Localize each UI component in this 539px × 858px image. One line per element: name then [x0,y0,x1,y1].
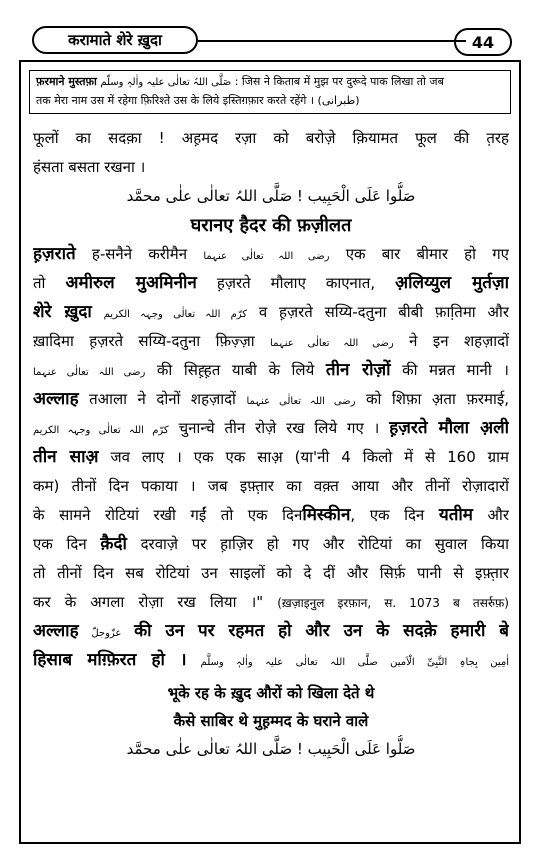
paragraph-line [33,240,509,269]
text-span: कर के अगला रोज़ा रख लिया ।" [33,593,264,611]
bold-term: मिस्कीन [302,505,351,525]
text-span: व ह़ज़रते सय्यि-दतुना बीबी फ़ाति़मा और [258,303,509,321]
arabic-honorific: کرّم اللہ تعالٰی وجہہ الکریم [33,425,169,436]
text-span: , एक दिन [350,506,425,524]
page-frame [19,60,521,844]
paragraph-line [33,501,509,530]
paragraph-line [33,414,509,443]
text-span: की सिह़्ह़त याबी के लिये [156,361,315,379]
page-header [20,8,520,60]
arabic-honorific: رضی اللہ تعالٰی عنہما [33,367,146,378]
bold-term: अमीरुल मुअमिनीन [65,273,197,293]
durood-line: صَلُّوا عَلَی الْحَبِیب ! صَلَّی اللہُ تعالٰی علٰی محمَّد [126,187,416,205]
paragraph-line [33,356,509,385]
text-span: की मन्नत मानी । [402,361,509,379]
bold-term: शेरे ख़ुदा [33,302,92,322]
text-span: ह़ज़रते मौलाए काएनात, [216,274,376,292]
text-span: के सामने रोटियां रखी गईं तो एक दिन [33,506,303,524]
paragraph-line: तो तीनों दिन सब रोटियां उन साइलों को दे दीं और सिर्फ़ पानी से इफ़्त़ार [33,564,509,582]
text-span: चुनान्चे तीन रोज़े रख लिये गए । [178,419,380,437]
notice-line-2: तक मेरा नाम उस में रहेगा फ़िरिश्ते उस के लिये इस्तिग़फ़ार करते रहेंगे । (طبرانی) [36,94,360,107]
bold-term: यतीम [438,505,473,525]
main-content [33,124,509,764]
paragraph-line [33,617,509,646]
section-heading: घरानए हैदर की फ़ज़ीलत [190,215,352,236]
text-span: और [487,506,509,524]
bold-term: अल्लाह [33,621,79,641]
paragraph-line [33,385,509,414]
arabic-honorific: عزّوجلّ [91,628,122,639]
arabic-honorific: رضی اللہ تعالٰی عنہما [246,396,356,407]
header-divider [198,40,466,42]
paragraph-line [33,269,509,298]
poem-line-2: कैसे साबिर थे मुह़म्मद के घराने वाले [173,712,369,730]
bold-term: ह़ज़रते मौला अ़ली [389,418,509,438]
paragraph-line: फूलों का सदक़ा ! अह़मद रज़ा को बरोज़े क़ियामत फूल की त़रह [33,129,509,147]
paragraph-line [33,646,509,675]
page-number: 44 [454,28,512,56]
notice-lead: फ़रमाने मुस्तफ़ा [36,75,97,88]
text-span: दरवाज़े पर ह़ाज़िर हो गए और रोटियां का सुवाल किया [140,535,509,553]
bold-term: ह़ज़राते [33,244,76,264]
notice-salawat: صَلَّی اللہُ تعالٰی علیہ واٰلہٖ وسلّم [100,77,232,88]
bold-term: तीन रोज़ों [325,360,391,380]
bold-term: क़ैदी [100,534,127,554]
arabic-honorific: رضی اللہ تعالٰی عنہما [203,251,330,262]
arabic-dua: اٰمِین بِجاہِ النَّبِیِّ الْاَمین صلَّی اللہ تعالٰی علیہ واٰلہٖ وسلَّم [200,657,509,668]
text-span: को शिफ़ा अ़ता फ़रमाई, [366,390,509,408]
text-span: तो [33,274,46,292]
notice-text-1: : जिस ने किताब में मुझ पर दुरूदे पाक लिखा तो जब [234,75,444,88]
text-span: एक दिन [33,535,87,553]
text-span: तआला ने दोनों शहज़ादों [89,390,236,408]
text-span: ह-सनैने करीमैन [91,245,188,263]
paragraph-line [33,327,509,356]
poem-line-1: भूके रह के ख़ुद औरों को खिला देते थे [167,684,375,702]
bold-term: तीन साअ़ [33,447,99,467]
paragraph-line [33,443,509,472]
text-span: एक बार बीमार हो गए [345,245,509,263]
paragraph-line [33,588,509,617]
notice-line-1 [36,73,504,92]
text-span: जव लाए । एक एक साअ़ (या'नी 4 किलो में से 160 ग्राम [110,448,509,466]
arabic-honorific: کرّم اللہ تعالٰی وجہہ الکریم [103,309,248,320]
paragraph-line: हंसता बसता रखना । [33,158,146,176]
paragraph-line: कम) तीनों दिन पकाया । जब इफ़्त़ार का वक़्त आया और तीनों रोज़ादारों [33,477,509,495]
text-span: ख़ादिमा ह़ज़रते सय्यि-दतुना फ़िज़्ज़ा [33,332,255,350]
citation: (ख़ज़ाइनुल इरफ़ान, स. 1073 ब तसर्रुफ़) [277,596,509,610]
paragraph-line [33,298,509,327]
bold-term: की उन पर रहमत हो और उन के सदक़े हमारी बे [134,621,509,641]
text-span: ने इन शहज़ादों [409,332,509,350]
durood-line: صَلُّوا عَلَی الْحَبِیب ! صَلَّی اللہُ تعالٰی علٰی محمَّد [126,740,416,758]
paragraph-line [33,530,509,559]
arabic-honorific: رضی اللہ تعالٰی عنہما [270,338,394,349]
hadith-notice-box [29,70,511,114]
bold-term: अल्लाह [33,389,79,409]
bold-term: हिसाब मग़्फ़िरत हो । [33,650,187,670]
bold-term: अ़लिय्युल मुर्तज़ा [395,273,509,293]
book-title: करामाते शेरे ख़ुदा [32,26,198,54]
